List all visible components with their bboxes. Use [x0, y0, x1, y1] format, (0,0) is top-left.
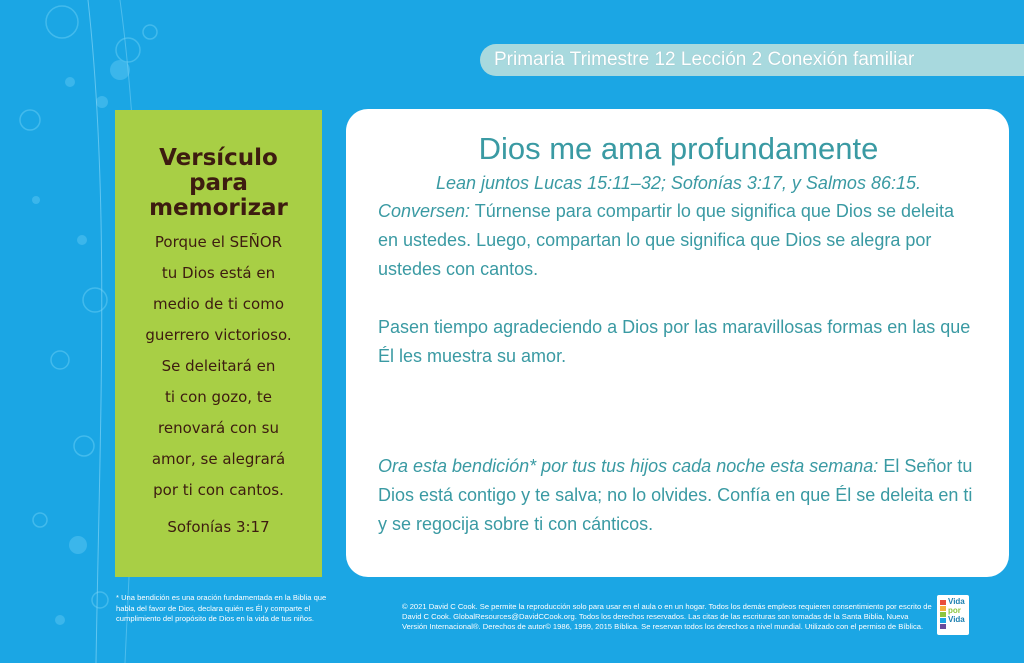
activity-card — [346, 109, 1009, 577]
memory-verse-line: ti con gozo, te — [165, 388, 272, 406]
memory-verse-line: amor, se alegrará — [151, 450, 286, 468]
vida-por-vida-logo — [937, 595, 969, 635]
thanks-paragraph: Pasen tiempo agradeciendo a Dios por las maravillosas formas en las que Él les muestra su amor. — [378, 317, 971, 366]
memory-verse-title-line: memorizar — [149, 195, 288, 221]
memory-verse-line: por ti con cantos. — [153, 481, 284, 499]
blessing-lead: Ora esta bendición* por tus tus hijos cada noche esta semana: — [378, 456, 879, 476]
lesson-header-title: Primaria Trimestre 12 Lección 2 Conexión familiar — [494, 49, 915, 70]
blessing-text: El Señor tu Dios está contigo y te salva; no lo olvides. Confía en que Él se deleita en ti y se regocija sobre ti con cánticos. — [378, 456, 973, 534]
memory-verse-line: Se deleitará en — [161, 357, 276, 375]
memory-verse-title-line: para — [189, 170, 248, 196]
memory-verse-title — [121, 146, 316, 221]
memory-verse-line: renovará con su — [158, 419, 279, 437]
memory-verse-title-line: Versículo — [159, 145, 278, 171]
logo-text-line: Vida — [948, 597, 965, 606]
activity-title: Dios me ama profundamente — [478, 131, 879, 166]
logo-bars-icon — [940, 600, 946, 630]
discussion-paragraph — [378, 197, 979, 284]
memory-verse-reference: Sofonías 3:17 — [167, 518, 270, 536]
memory-verse-line: tu Dios está en — [161, 264, 276, 282]
discussion-lead: Conversen: — [378, 201, 471, 221]
scripture-reading: Lean juntos Lucas 15:11–32; Sofonías 3:17, y Salmos 86:15. — [435, 173, 921, 193]
memory-verse-line: guerrero victorioso. — [145, 326, 292, 344]
blessing-paragraph — [378, 452, 983, 539]
discussion-text: Túrnense para compartir lo que significa que Dios se deleita en ustedes. Luego, compartan lo que significa que Dios se alegra por ustedes con cantos. — [378, 201, 954, 279]
blessing-footnote: * Una bendición es una oración fundamentada en la Biblia que habla del favor de Dios, declara quién es Él y comparte el cumplimiento del propósito de Dios en la vida de tus niños. — [116, 593, 327, 623]
lesson-header — [480, 44, 1024, 76]
memory-verse-card — [115, 110, 322, 577]
memory-verse-line: Porque el SEÑOR — [154, 233, 283, 251]
logo-text-line: Vida — [948, 615, 965, 624]
logo-text-line: por — [948, 606, 961, 615]
memory-verse-line: medio de ti como — [152, 295, 285, 313]
copyright-notice: © 2021 David C Cook. Se permite la reproducción solo para usar en el aula o en un hogar. Todos los demás empleos requieren consentimiento por escrito de David C Cook. GlobalResources@DavidCCook.org. Todos los derechos reservados. Las citas de las escrituras son tomadas de la Santa Biblia, Nueva Versión Internacional®. Derechos de autor© 1986, 1999, 2015 Bíblica. Se reservan todos los derechos a nivel mundial. Utilizado con el permiso de Bíblica. — [402, 602, 932, 631]
